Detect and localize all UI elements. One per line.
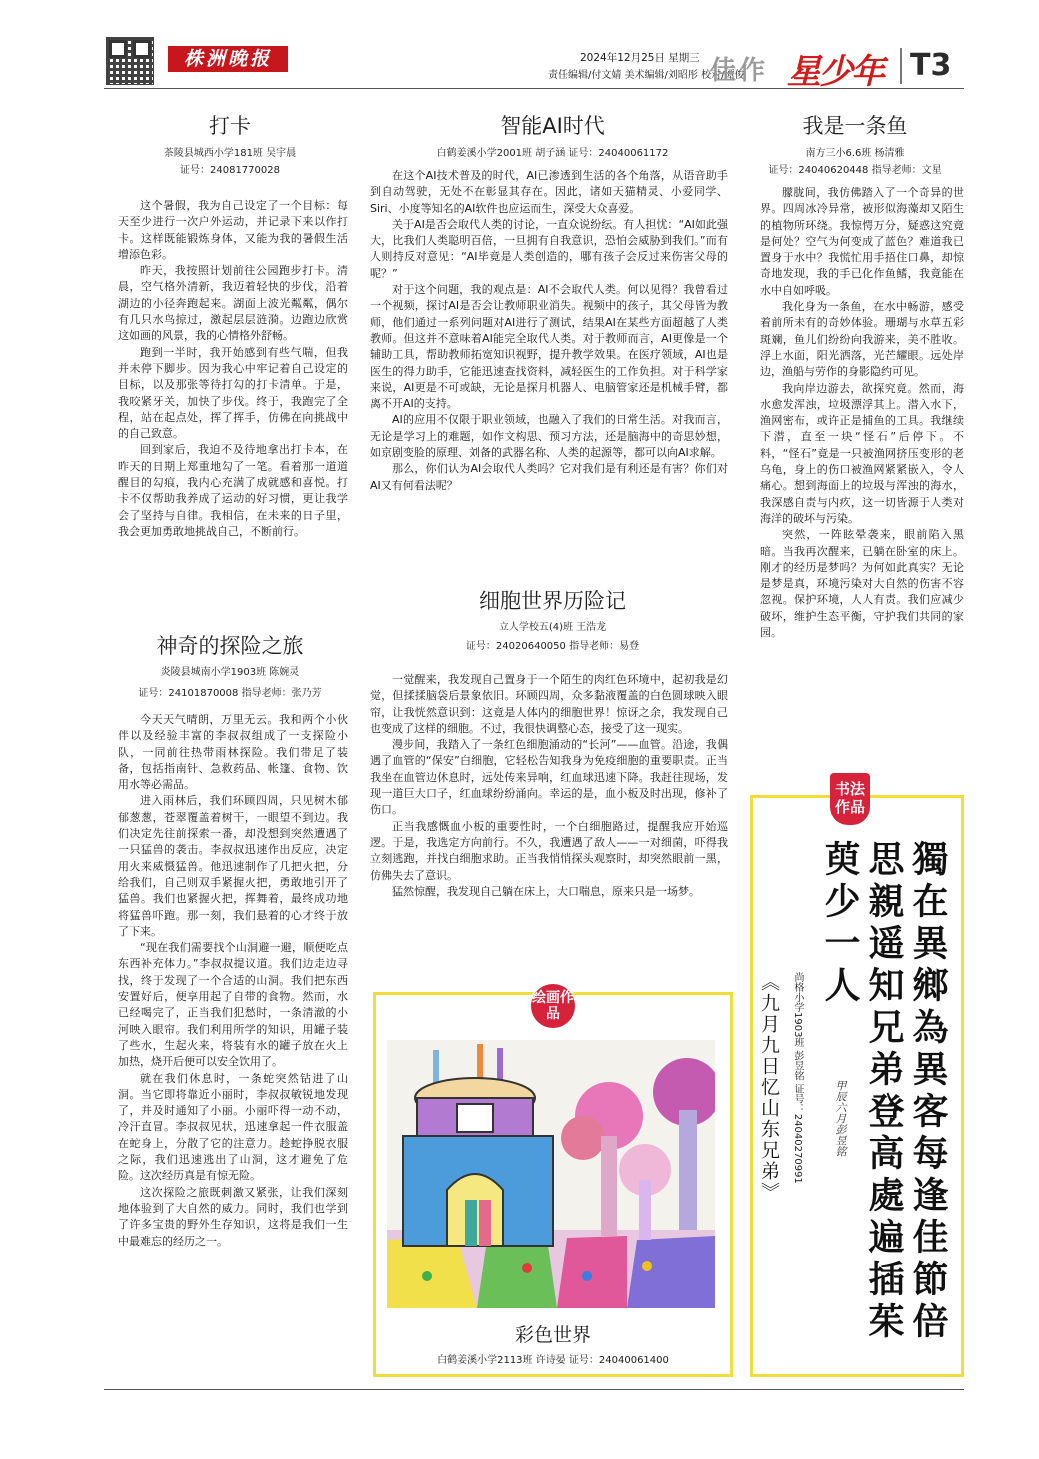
article-title: 打卡 (209, 114, 251, 138)
header-separator (900, 48, 902, 84)
paragraph: “现在我们需要找个山洞避一避，顺便吃点东西补充体力。”李叔叔提议道。我们边走边寻找，终于发现了一个合适的山洞。我们把东西安置好后，便享用起了自带的食物。然而，水已经喝完了，正当我们犯愁时，一条清澈的小河映入眼帘。我们利用所学的知识，用罐子装了些水，生起火来，将装有水的罐子放在火上加热，烧开后便可以安全饮用了。 (118, 941, 348, 1069)
paragraph: AI的应用不仅限于职业领域，也融入了我们的日常生活。对我而言，无论是学习上的难题，如作文构思、预习方法，还是脑海中的奇思妙想，如京剧变脸的原理、刘备的武器名称、人类的起源等，都可以向AI求解。 (370, 413, 728, 460)
article-byline: 白鹤姜溪小学2001班 胡子涵 证号：24040061172 (436, 148, 669, 159)
paragraph: 在这个AI技术普及的时代，AI已渗透到生活的各个角落，从语音助手到自动驾驶，无处不在彰显其存在。因此，诸如天猫精灵、小爱同学、Siri、小度等知名的AI软件也应运而生，深受大众喜爱。 (370, 169, 728, 215)
painting-tag: 绘画作品 (531, 984, 575, 1028)
calligraphy-tag: 书法作品 (830, 773, 870, 825)
paragraph: 我向岸边游去，欲探究竟。然而，海水愈发浑浊，垃圾漂浮其上。潜入水下，渔网密布，或许正是捕鱼的工具。我继续下潜，直至一块“怪石”后停下。不料，“怪石”竟是一只被渔网挤压变形的老乌龟，身上的伤口被渔网紧紧嵌入，令人痛心。想到海面上的垃圾与浑浊的海水，我深感自责与内疚，这一切皆源于人类对海洋的破坏与污染。 (760, 381, 964, 525)
page-number: T3 (910, 48, 952, 83)
paragraph: 关于AI是否会取代人类的讨论，一直众说纷纭。有人担忧：“AI如此强大，比我们人类聪明百倍，一旦拥有自我意识，恐怕会威胁到我们。”而有人则持反对意见：“AI毕竟是人类创造的，哪有孩子会反过来伤害父母的呢？” (370, 217, 728, 280)
calligraphy-column: 思親遥知兄弟登高處遍插茱 (863, 840, 905, 1344)
paragraph: 我化身为一条鱼，在水中畅游，感受着前所未有的奇妙体验。珊瑚与水草五彩斑斓，鱼儿们纷纷向我游来，美不胜收。浮上水面，阳光洒落，光芒耀眼。远处岸边，渔船与劳作的身影隐约可见。 (760, 300, 964, 379)
section-title: 佳作 (710, 56, 769, 86)
calligraphy-title: 《九月九日忆山东兄弟》 (758, 972, 780, 1203)
paragraph: 对于这个问题，我的观点是：AI不会取代人类。何以见得？我曾看过一个视频，探讨AI是否会让教师职业消失。视频中的孩子，其父母皆为教师，他们通过一系列问题对AI进行了测试，结果AI在某些方面超越了人类教师。但这并不意味着AI能完全取代人类。对于教师而言，AI更像是一个辅助工具，帮助教师拓宽知识视野，提升教学效果。在医疗领域，AI也是医生的得力助手，它能迅速查找资料，减轻医生的工作负担。对于科学家来说，AI更是不可或缺，无论是探月机器人、电脑管家还是机械手臂，都离不开AI的支持。 (370, 283, 728, 411)
brand-title: 星少年 (787, 52, 883, 92)
newspaper-logo: 株洲晚报 (168, 46, 288, 72)
article-title: 智能AI时代 (500, 114, 605, 138)
article-body (760, 185, 964, 641)
calligraphy-column: 獨在異鄉為異客每逢佳節倍 (907, 840, 949, 1344)
article-cert: 证号：24101870008 指导老师：张乃芳 (138, 688, 322, 699)
paragraph: 这个暑假，我为自己设定了一个目标：每天至少进行一次户外运动，并记录下来以作打卡。这样既能锻炼身体，又能为我的暑假生活增添色彩。 (118, 199, 348, 261)
calligraphy-byline: 尚格小学1903班 彭昱铭 证号：24040270991 (792, 972, 803, 1184)
article-byline: 炎陵县城南小学1903班 陈婉灵 (160, 667, 300, 678)
painting-illustration (387, 1040, 715, 1308)
article-byline: 立人学校五(4)班 王浩龙 (498, 622, 607, 633)
article-body (118, 198, 348, 540)
article-cert: 证号：24081770028 (180, 165, 280, 176)
calligraphy-column: 萸少一人 (819, 840, 861, 1008)
qr-code-icon (106, 37, 154, 85)
paragraph: 一觉醒来，我发现自己置身于一个陌生的肉红色环境中，起初我是幻觉，但揉揉脑袋后景象依旧。环顾四周，众多黏液覆盖的白色圆球映入眼帘，让我恍然意识到：这竟是人体内的细胞世界！惊讶之余，我发现自己也变成了这样的细胞。不过，我很快调整心态，接受了这一现实。 (370, 673, 728, 735)
paragraph: 朦胧间，我仿佛踏入了一个奇异的世界。四周冰冷异常，被形似海藻却又陌生的植物所环绕。我惊愕万分，疑惑这究竟是何处？空气为何变成了蓝色？难道我已置身于水中？我慌忙用手捂住口鼻，却惊奇地发现，我的手已化作鱼鳍，我竟能在水中自如呼吸。 (760, 186, 964, 297)
article-cert: 证号：24020640050 指导老师：易登 (465, 641, 640, 652)
article-body (370, 672, 728, 900)
paragraph: 回到家后，我迫不及待地拿出打卡本，在昨天的日期上郑重地勾了一笔。看着那一道道醒目的勾痕，我内心充满了成就感和喜悦。打卡不仅帮助我养成了运动的好习惯，更让我学会了坚持与自律。我相信，在未来的日子里，我会更加勇敢地挑战自己，不断前行。 (118, 443, 348, 538)
article-body (118, 712, 348, 1250)
article-byline: 茶陵县城西小学181班 吴宇晨 (163, 148, 297, 159)
article-byline: 南方三小6.6班 杨清雅 (805, 148, 905, 159)
article-body (370, 168, 728, 494)
calligraphy-signature: 甲辰六月彭昱铭 (834, 1080, 847, 1157)
paragraph: 跑到一半时，我开始感到有些气喘，但我并未停下脚步。因为我心中牢记着自己设定的目标，以及那张等待打勾的打卡清单。于是，我咬紧牙关，加快了步伐。终于，我跑完了全程，站在起点处，挥了挥手，仿佛在向挑战中的自己致意。 (118, 345, 348, 441)
painting-title: 彩色世界 (514, 1324, 591, 1346)
article-title: 细胞世界历险记 (479, 589, 626, 613)
paragraph: 就在我们休息时，一条蛇突然钻进了山洞。当它即将靠近小丽时，李叔叔敏锐地发现了，并及时通知了小丽。小丽吓得一动不动，冷汗直冒。李叔叔见状，迅速拿起一件衣服盖在蛇身上，分散了它的注意力。趁蛇挣脱衣服之际，我们迅速逃出了山洞，这才避免了危险。这次经历真是有惊无险。 (118, 1071, 348, 1183)
article-title: 神奇的探险之旅 (156, 634, 304, 658)
paragraph: 猛然惊醒，我发现自己躺在床上，大口喘息，原来只是一场梦。 (392, 884, 700, 898)
paragraph: 进入雨林后，我们环顾四周，只见树木郁郁葱葱，苍翠覆盖着树干，一眼望不到边。我们决定先往前探索一番，却没想到突然遭遇了一只猛兽的袭击。李叔叔迅速作出反应，决定用火来威慑猛兽。他迅速制作了几把火把，分给我们，自己则双手紧握火把，勇敢地引开了猛兽。我们也紧握火把，挥舞着，最终成功地将猛兽吓跑。那一刻，我们悬着的心才终于放了下来。 (118, 794, 348, 938)
paragraph: 正当我感慨血小板的重要性时，一个白细胞路过，提醒我应开始巡逻。于是，我选定方向前行。不久，我遭遇了敌人——一对细菌，吓得我立刻逃跑，并找白细胞求助。正当我悄悄探头观察时，却突然眼前一黑，仿佛失去了意识。 (370, 819, 728, 882)
painting-byline: 白鹤姜溪小学2113班 许诗晏 证号：24040061400 (437, 1355, 669, 1366)
footer-rule (104, 1389, 964, 1390)
paragraph: 突然，一阵眩晕袭来，眼前陷入黑暗。当我再次醒来，已躺在卧室的床上。刚才的经历是梦吗？为何如此真实？无论是梦是真，环境污染对大自然的伤害不容忽视。保护环境，人人有责。我们应减少破坏，维护生态平衡，守护我们共同的家园。 (760, 528, 964, 640)
article-cert: 证号：24040620448 指导老师：文星 (768, 165, 942, 176)
paragraph: 这次探险之旅既刺激又紧张，让我们深刻地体验到了大自然的威力。同时，我们也学到了许多宝贵的野外生存知识，这将是我们一生中最难忘的经历之一。 (118, 1185, 348, 1248)
paragraph: 那么，你们认为AI会取代人类吗？它对我们是有利还是有害？你们对AI又有何看法呢？ (370, 462, 728, 492)
header-rule (104, 88, 964, 89)
article-title: 我是一条鱼 (802, 114, 908, 138)
painting-image (387, 1040, 715, 1308)
paragraph: 漫步间，我踏入了一条红色细胞涌动的“长河”——血管。沿途，我偶遇了血管的“保安”白细胞，它轻松告知我身为免疫细胞的重要职责。正当我坐在血管边休息时，远处传来异响，红血球迅速下降。我赶往现场，发现一道巨大口子，红血球纷纷涌向。幸运的是，血小板及时出现，修补了伤口。 (370, 738, 728, 817)
paragraph: 昨天，我按照计划前往公园跑步打卡。清晨，空气格外清新，我迈着轻快的步伐，沿着湖边的小径奔跑起来。湖面上波光粼粼，偶尔有几只水鸟掠过，激起层层涟漪。边跑边欣赏这如画的风景，我的心情格外舒畅。 (118, 264, 348, 343)
issue-date: 2024年12月25日 星期三 (580, 52, 700, 64)
editors-line: 责任编辑/付文婧 美术编辑/刘昭彤 校对/谭俊 (548, 70, 745, 81)
paragraph: 今天天气晴朗，万里无云。我和两个小伙伴以及经验丰富的李叔叔组成了一支探险小队，一同前往热带雨林探险。我们带足了装备，包括指南针、急救药品、帐篷、食物、饮用水等必需品。 (118, 713, 348, 792)
